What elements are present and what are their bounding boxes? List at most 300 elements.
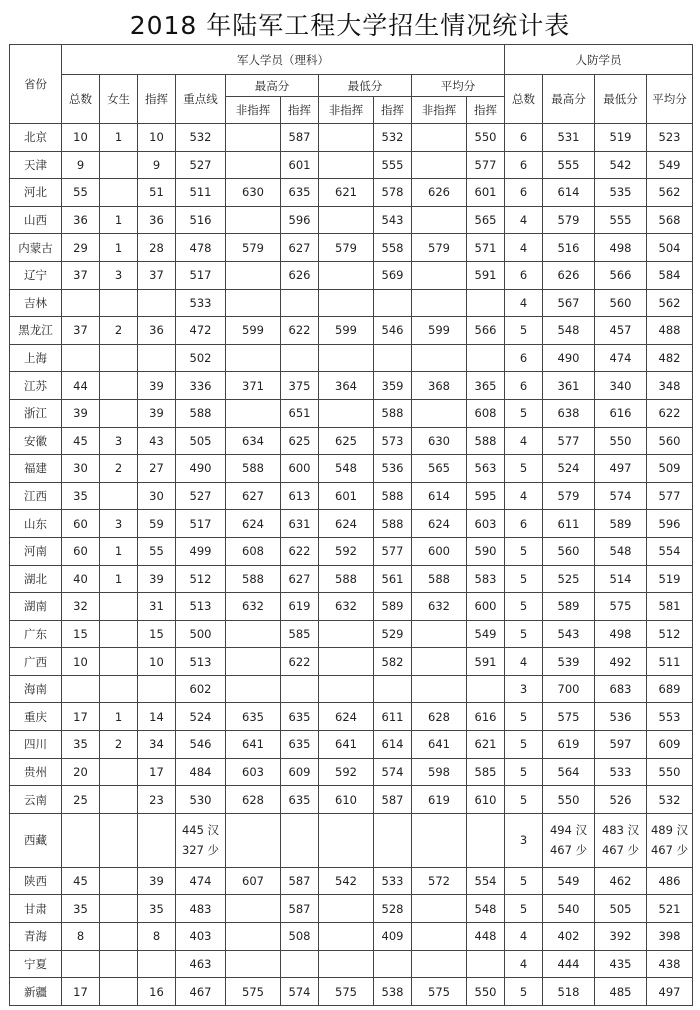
- cell-civil-lowest: 492: [595, 648, 647, 676]
- cell-civil-highest: 531: [543, 124, 595, 152]
- cell-civil-average: 512: [647, 620, 693, 648]
- cell-highest-command: 587: [281, 895, 319, 923]
- cell-lowest-non-command: [319, 620, 374, 648]
- cell-province: 江西: [10, 482, 62, 510]
- cell-civil-average: 549: [647, 151, 693, 179]
- cell-average-non-command: 579: [412, 234, 467, 262]
- cell-average-non-command: [412, 950, 467, 978]
- header-female: 女生: [100, 75, 138, 124]
- header-civil-lowest: 最低分: [595, 75, 647, 124]
- table-row: [10, 867, 693, 895]
- cell-key-line: 532: [176, 124, 226, 152]
- cell-lowest-non-command: 624: [319, 510, 374, 538]
- table-row: [10, 261, 693, 289]
- cell-province: 海南: [10, 675, 62, 703]
- cell-female: [100, 344, 138, 372]
- cell-civil-lowest: 505: [595, 895, 647, 923]
- table-row: [10, 179, 693, 207]
- cell-highest-command: [281, 289, 319, 317]
- cell-civil-total: 5: [505, 867, 543, 895]
- cell-average-command: 550: [467, 978, 505, 1006]
- cell-key-line: 336: [176, 372, 226, 400]
- cell-average-command: 550: [467, 124, 505, 152]
- cell-command: 9: [138, 151, 176, 179]
- cell-civil-highest: 444: [543, 950, 595, 978]
- cell-civil-total: 5: [505, 703, 543, 731]
- cell-province: 湖南: [10, 593, 62, 621]
- cell-province: 江苏: [10, 372, 62, 400]
- cell-civil-average: 438: [647, 950, 693, 978]
- cell-highest-non-command: 575: [226, 978, 281, 1006]
- table-row: [10, 124, 693, 152]
- cell-lowest-non-command: [319, 675, 374, 703]
- table-row: [10, 151, 693, 179]
- cell-highest-non-command: 588: [226, 455, 281, 483]
- cell-average-non-command: [412, 895, 467, 923]
- cell-civil-average: 562: [647, 179, 693, 207]
- cell-lowest-non-command: 588: [319, 565, 374, 593]
- cell-highest-non-command: 628: [226, 786, 281, 814]
- cell-female: 1: [100, 124, 138, 152]
- cell-average-non-command: [412, 813, 467, 867]
- cell-average-non-command: [412, 124, 467, 152]
- table-row: [10, 675, 693, 703]
- cell-civil-total: 4: [505, 206, 543, 234]
- cell-average-non-command: 565: [412, 455, 467, 483]
- cell-average-command: 595: [467, 482, 505, 510]
- table-row: [10, 923, 693, 951]
- cell-command: 10: [138, 648, 176, 676]
- cell-highest-command: 600: [281, 455, 319, 483]
- cell-civil-highest: 577: [543, 427, 595, 455]
- cell-lowest-non-command: 579: [319, 234, 374, 262]
- cell-average-non-command: [412, 675, 467, 703]
- cell-lowest-non-command: 625: [319, 427, 374, 455]
- table-row: [10, 731, 693, 759]
- cell-average-non-command: 630: [412, 427, 467, 455]
- cell-key-line: 516: [176, 206, 226, 234]
- cell-civil-lowest: 550: [595, 427, 647, 455]
- cell-province: 黑龙江: [10, 317, 62, 345]
- cell-command: 36: [138, 317, 176, 345]
- cell-key-line: 527: [176, 482, 226, 510]
- page-title: 2018 年陆军工程大学招生情况统计表: [129, 11, 571, 40]
- cell-key-line: 588: [176, 399, 226, 427]
- cell-highest-non-command: [226, 675, 281, 703]
- header-key-line: 重点线: [176, 75, 226, 124]
- cell-female: [100, 289, 138, 317]
- cell-civil-total: 5: [505, 593, 543, 621]
- cell-civil-total: 6: [505, 344, 543, 372]
- header-total: 总数: [62, 75, 100, 124]
- cell-key-line: 602: [176, 675, 226, 703]
- cell-lowest-command: [374, 344, 412, 372]
- cell-civil-average: 609: [647, 731, 693, 759]
- cell-command: 31: [138, 593, 176, 621]
- cell-lowest-command: 532: [374, 124, 412, 152]
- cell-lowest-non-command: 542: [319, 867, 374, 895]
- cell-province: 福建: [10, 455, 62, 483]
- cell-key-line: 500: [176, 620, 226, 648]
- cell-highest-command: 635: [281, 786, 319, 814]
- cell-highest-non-command: 579: [226, 234, 281, 262]
- cell-key-line: 490: [176, 455, 226, 483]
- cell-highest-command: 635: [281, 731, 319, 759]
- header-lowest: 最低分: [319, 75, 412, 97]
- cell-total: 39: [62, 399, 100, 427]
- cell-key-line: 524: [176, 703, 226, 731]
- cell-lowest-non-command: [319, 399, 374, 427]
- table-row: [10, 537, 693, 565]
- cell-total: 15: [62, 620, 100, 648]
- cell-highest-non-command: 588: [226, 565, 281, 593]
- cell-civil-average: 488: [647, 317, 693, 345]
- cell-province: 吉林: [10, 289, 62, 317]
- cell-lowest-command: 578: [374, 179, 412, 207]
- cell-command: [138, 289, 176, 317]
- cell-civil-average: 568: [647, 206, 693, 234]
- cell-key-line: 502: [176, 344, 226, 372]
- cell-civil-total: 5: [505, 731, 543, 759]
- cell-civil-total: 6: [505, 372, 543, 400]
- cell-average-command: 583: [467, 565, 505, 593]
- cell-command: 15: [138, 620, 176, 648]
- cell-civil-total: 4: [505, 950, 543, 978]
- table-row: [10, 344, 693, 372]
- cell-lowest-non-command: 364: [319, 372, 374, 400]
- cell-highest-non-command: [226, 895, 281, 923]
- cell-command: 55: [138, 537, 176, 565]
- cell-civil-lowest: 485: [595, 978, 647, 1006]
- header-civil-group: 人防学员: [505, 45, 693, 75]
- cell-total: 17: [62, 978, 100, 1006]
- cell-province: 贵州: [10, 758, 62, 786]
- cell-female: [100, 372, 138, 400]
- cell-female: 1: [100, 537, 138, 565]
- cell-civil-lowest: 589: [595, 510, 647, 538]
- cell-average-command: 548: [467, 895, 505, 923]
- cell-civil-total: 4: [505, 923, 543, 951]
- cell-civil-lowest: 392: [595, 923, 647, 951]
- cell-average-non-command: 624: [412, 510, 467, 538]
- cell-highest-command: 651: [281, 399, 319, 427]
- cell-female: 3: [100, 427, 138, 455]
- cell-average-command: [467, 813, 505, 867]
- cell-highest-command: 596: [281, 206, 319, 234]
- cell-province: 河北: [10, 179, 62, 207]
- cell-highest-command: 627: [281, 234, 319, 262]
- cell-civil-highest: 611: [543, 510, 595, 538]
- cell-average-non-command: [412, 923, 467, 951]
- cell-civil-highest: 614: [543, 179, 595, 207]
- cell-civil-highest: 550: [543, 786, 595, 814]
- cell-lowest-non-command: 592: [319, 758, 374, 786]
- cell-civil-total: 5: [505, 399, 543, 427]
- cell-civil-average: 504: [647, 234, 693, 262]
- cell-lowest-non-command: 575: [319, 978, 374, 1006]
- cell-average-command: 554: [467, 867, 505, 895]
- cell-civil-lowest: 566: [595, 261, 647, 289]
- cell-lowest-command: 582: [374, 648, 412, 676]
- table-row: [10, 950, 693, 978]
- cell-lowest-command: 558: [374, 234, 412, 262]
- cell-female: [100, 978, 138, 1006]
- cell-key-line: 511: [176, 179, 226, 207]
- cell-key-line: 517: [176, 510, 226, 538]
- cell-lowest-command: 536: [374, 455, 412, 483]
- cell-total: [62, 950, 100, 978]
- table-row: [10, 206, 693, 234]
- cell-total: 20: [62, 758, 100, 786]
- cell-average-non-command: 632: [412, 593, 467, 621]
- cell-key-line: 505: [176, 427, 226, 455]
- cell-civil-highest: 516: [543, 234, 595, 262]
- cell-civil-total: 4: [505, 482, 543, 510]
- cell-civil-total: 5: [505, 537, 543, 565]
- cell-civil-highest: 560: [543, 537, 595, 565]
- cell-female: [100, 593, 138, 621]
- cell-average-command: 610: [467, 786, 505, 814]
- cell-highest-command: [281, 813, 319, 867]
- cell-lowest-command: [374, 675, 412, 703]
- cell-civil-total: 3: [505, 813, 543, 867]
- cell-civil-lowest: 548: [595, 537, 647, 565]
- table-row: [10, 703, 693, 731]
- cell-highest-non-command: [226, 813, 281, 867]
- cell-female: [100, 758, 138, 786]
- cell-civil-lowest: 616: [595, 399, 647, 427]
- cell-average-non-command: 575: [412, 978, 467, 1006]
- cell-average-command: 577: [467, 151, 505, 179]
- cell-civil-lowest: 555: [595, 206, 647, 234]
- cell-key-line: 463: [176, 950, 226, 978]
- cell-civil-average: 584: [647, 261, 693, 289]
- cell-total: 35: [62, 731, 100, 759]
- cell-civil-lowest: 535: [595, 179, 647, 207]
- cell-key-line: 517: [176, 261, 226, 289]
- cell-female: 3: [100, 510, 138, 538]
- cell-lowest-non-command: 641: [319, 731, 374, 759]
- cell-province: 宁夏: [10, 950, 62, 978]
- cell-average-non-command: [412, 289, 467, 317]
- cell-highest-command: 574: [281, 978, 319, 1006]
- cell-average-command: [467, 675, 505, 703]
- cell-average-command: 591: [467, 648, 505, 676]
- cell-command: 17: [138, 758, 176, 786]
- cell-highest-non-command: 624: [226, 510, 281, 538]
- cell-average-command: 600: [467, 593, 505, 621]
- cell-female: [100, 950, 138, 978]
- cell-province: 广东: [10, 620, 62, 648]
- cell-female: [100, 151, 138, 179]
- cell-highest-command: 622: [281, 317, 319, 345]
- cell-average-non-command: [412, 151, 467, 179]
- cell-average-command: 565: [467, 206, 505, 234]
- cell-civil-highest: 361: [543, 372, 595, 400]
- cell-lowest-command: 359: [374, 372, 412, 400]
- cell-civil-average: 581: [647, 593, 693, 621]
- cell-civil-lowest: 435: [595, 950, 647, 978]
- table-row: [10, 482, 693, 510]
- cell-civil-lowest: 542: [595, 151, 647, 179]
- cell-highest-command: 613: [281, 482, 319, 510]
- cell-total: 45: [62, 867, 100, 895]
- cell-female: 2: [100, 731, 138, 759]
- cell-civil-average: 497: [647, 978, 693, 1006]
- cell-total: 45: [62, 427, 100, 455]
- header-highest: 最高分: [226, 75, 319, 97]
- cell-civil-total: 5: [505, 317, 543, 345]
- cell-lowest-command: 588: [374, 510, 412, 538]
- cell-civil-lowest: 457: [595, 317, 647, 345]
- cell-command: [138, 950, 176, 978]
- cell-average-non-command: 598: [412, 758, 467, 786]
- cell-civil-highest: 619: [543, 731, 595, 759]
- cell-province: 山东: [10, 510, 62, 538]
- cell-female: [100, 179, 138, 207]
- cell-total: 44: [62, 372, 100, 400]
- cell-total: 32: [62, 593, 100, 621]
- cell-civil-lowest: 498: [595, 620, 647, 648]
- table-body: [10, 124, 693, 1006]
- cell-civil-total: 5: [505, 620, 543, 648]
- header-highest-command: 指挥: [281, 97, 319, 124]
- cell-lowest-non-command: [319, 950, 374, 978]
- cell-province: 西藏: [10, 813, 62, 867]
- cell-civil-highest: 638: [543, 399, 595, 427]
- cell-command: [138, 813, 176, 867]
- cell-lowest-non-command: [319, 813, 374, 867]
- cell-average-non-command: [412, 399, 467, 427]
- cell-female: 1: [100, 565, 138, 593]
- cell-lowest-command: [374, 289, 412, 317]
- cell-lowest-non-command: [319, 923, 374, 951]
- cell-female: [100, 620, 138, 648]
- cell-total: 9: [62, 151, 100, 179]
- cell-province: 四川: [10, 731, 62, 759]
- cell-highest-non-command: [226, 923, 281, 951]
- cell-average-non-command: [412, 206, 467, 234]
- cell-key-line: 546: [176, 731, 226, 759]
- cell-civil-highest: 548: [543, 317, 595, 345]
- cell-highest-non-command: 627: [226, 482, 281, 510]
- table-row: [10, 427, 693, 455]
- cell-average-command: 571: [467, 234, 505, 262]
- cell-lowest-non-command: 610: [319, 786, 374, 814]
- header-lowest-command: 指挥: [374, 97, 412, 124]
- cell-civil-lowest: 574: [595, 482, 647, 510]
- cell-average-command: 549: [467, 620, 505, 648]
- cell-civil-average: 489 汉 467 少: [647, 813, 693, 867]
- cell-key-line: 467: [176, 978, 226, 1006]
- cell-civil-total: 5: [505, 978, 543, 1006]
- cell-lowest-command: 573: [374, 427, 412, 455]
- cell-female: 3: [100, 261, 138, 289]
- cell-lowest-command: 574: [374, 758, 412, 786]
- cell-civil-total: 5: [505, 758, 543, 786]
- cell-highest-non-command: [226, 648, 281, 676]
- cell-civil-highest: 539: [543, 648, 595, 676]
- cell-key-line: 474: [176, 867, 226, 895]
- cell-total: 35: [62, 895, 100, 923]
- cell-province: 安徽: [10, 427, 62, 455]
- cell-command: 39: [138, 867, 176, 895]
- cell-civil-total: 6: [505, 510, 543, 538]
- cell-highest-non-command: [226, 399, 281, 427]
- header-civil-highest: 最高分: [543, 75, 595, 124]
- cell-civil-average: 486: [647, 867, 693, 895]
- cell-highest-command: 635: [281, 703, 319, 731]
- cell-civil-highest: 549: [543, 867, 595, 895]
- cell-command: 10: [138, 124, 176, 152]
- cell-civil-lowest: 340: [595, 372, 647, 400]
- cell-civil-highest: 402: [543, 923, 595, 951]
- cell-average-non-command: 628: [412, 703, 467, 731]
- cell-highest-non-command: [226, 950, 281, 978]
- cell-province: 浙江: [10, 399, 62, 427]
- cell-highest-non-command: [226, 344, 281, 372]
- cell-lowest-command: 528: [374, 895, 412, 923]
- cell-highest-non-command: [226, 620, 281, 648]
- cell-total: [62, 344, 100, 372]
- table-row: [10, 786, 693, 814]
- cell-average-command: 566: [467, 317, 505, 345]
- cell-command: 28: [138, 234, 176, 262]
- cell-civil-lowest: 462: [595, 867, 647, 895]
- cell-average-non-command: 599: [412, 317, 467, 345]
- cell-average-command: [467, 344, 505, 372]
- cell-average-command: 621: [467, 731, 505, 759]
- cell-civil-highest: 589: [543, 593, 595, 621]
- cell-average-command: 588: [467, 427, 505, 455]
- cell-total: 36: [62, 206, 100, 234]
- cell-civil-lowest: 597: [595, 731, 647, 759]
- cell-civil-highest: 579: [543, 482, 595, 510]
- cell-average-command: 608: [467, 399, 505, 427]
- cell-female: [100, 895, 138, 923]
- cell-average-non-command: [412, 620, 467, 648]
- cell-highest-command: 631: [281, 510, 319, 538]
- cell-key-line: 512: [176, 565, 226, 593]
- cell-province: 广西: [10, 648, 62, 676]
- cell-civil-lowest: 536: [595, 703, 647, 731]
- cell-civil-average: 554: [647, 537, 693, 565]
- cell-civil-highest: 524: [543, 455, 595, 483]
- cell-female: [100, 675, 138, 703]
- cell-average-command: 603: [467, 510, 505, 538]
- cell-female: 2: [100, 317, 138, 345]
- cell-civil-lowest: 560: [595, 289, 647, 317]
- cell-highest-command: [281, 344, 319, 372]
- cell-key-line: 472: [176, 317, 226, 345]
- cell-lowest-command: 577: [374, 537, 412, 565]
- cell-average-non-command: 572: [412, 867, 467, 895]
- cell-lowest-command: [374, 813, 412, 867]
- cell-female: [100, 648, 138, 676]
- cell-command: 59: [138, 510, 176, 538]
- cell-province: 湖北: [10, 565, 62, 593]
- cell-province: 重庆: [10, 703, 62, 731]
- cell-province: 新疆: [10, 978, 62, 1006]
- cell-civil-highest: 567: [543, 289, 595, 317]
- cell-civil-total: 5: [505, 786, 543, 814]
- cell-civil-average: 348: [647, 372, 693, 400]
- cell-average-command: 563: [467, 455, 505, 483]
- header-average-non-command: 非指挥: [412, 97, 467, 124]
- table-row: [10, 620, 693, 648]
- cell-civil-total: 4: [505, 234, 543, 262]
- cell-total: 37: [62, 261, 100, 289]
